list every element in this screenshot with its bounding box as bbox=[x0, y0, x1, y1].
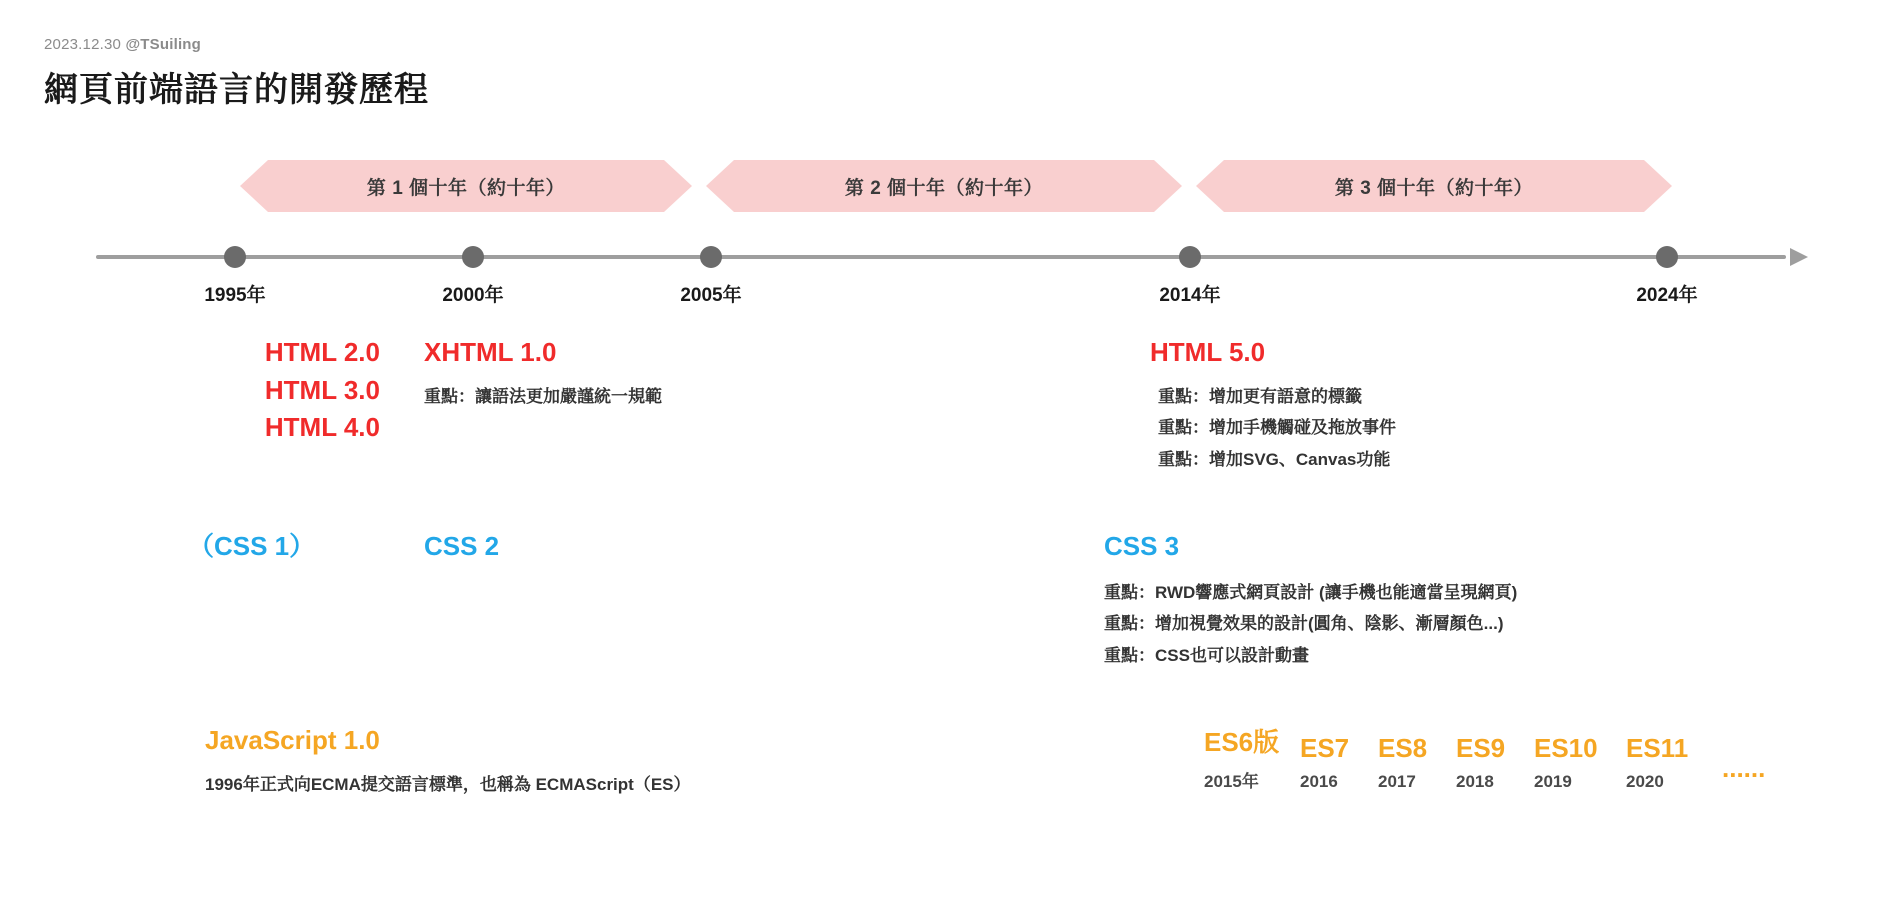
javascript-block bbox=[205, 722, 691, 800]
decade-label-3: 第 3 個十年（約十年） bbox=[1334, 177, 1534, 199]
xhtml-title: XHTML 1.0 bbox=[424, 337, 557, 367]
xhtml-block bbox=[424, 334, 662, 412]
html-4-label: HTML 4.0 bbox=[264, 412, 380, 443]
css3-block bbox=[1104, 528, 1517, 671]
css3-note-3: 重點：CSS也可以設計動畫 bbox=[1104, 645, 1309, 665]
decade-band-3 bbox=[1196, 160, 1672, 212]
es-year-es7: 2016 bbox=[1300, 772, 1338, 791]
css2-title: CSS 2 bbox=[424, 531, 500, 561]
es-versions-block bbox=[1204, 722, 1812, 792]
css2-block bbox=[424, 528, 499, 565]
es-versions-row bbox=[1204, 722, 1812, 792]
css3-title: CSS 3 bbox=[1104, 531, 1180, 561]
es-version-es10 bbox=[1534, 733, 1626, 792]
timeline-year-2005: 2005年 bbox=[680, 285, 742, 306]
xhtml-note: 重點：讓語法更加嚴謹統一規範 bbox=[424, 386, 662, 406]
html-3-label: HTML 3.0 bbox=[264, 374, 380, 405]
es-year-es11: 2020 bbox=[1626, 772, 1664, 791]
decade-band-1 bbox=[240, 160, 692, 212]
page-title: 網頁前端語言的開發歷程 bbox=[44, 71, 429, 109]
es-name-es7: ES7 bbox=[1300, 733, 1350, 763]
es-version-es9 bbox=[1456, 733, 1534, 792]
es-name-es6: ES6版 bbox=[1204, 727, 1280, 757]
timeline-node-2005 bbox=[700, 246, 722, 268]
es-version-es11 bbox=[1626, 733, 1722, 792]
html5-note-1: 重點：增加更有語意的標籤 bbox=[1158, 386, 1362, 406]
html-2-label: HTML 2.0 bbox=[264, 337, 380, 367]
timeline-year-2000: 2000年 bbox=[442, 285, 504, 306]
timeline-node-2024 bbox=[1656, 246, 1678, 268]
es-version-es8 bbox=[1378, 733, 1456, 792]
html-early-versions-block bbox=[80, 334, 380, 447]
author-handle: @TSuiling bbox=[125, 36, 202, 53]
javascript-title: JavaScript 1.0 bbox=[205, 725, 380, 755]
decade-band-2 bbox=[706, 160, 1182, 212]
timeline-node-1995 bbox=[224, 246, 246, 268]
axis-arrowhead-icon bbox=[1790, 248, 1808, 266]
es-year-es10: 2019 bbox=[1534, 772, 1572, 791]
decade-label-2: 第 2 個十年（約十年） bbox=[844, 177, 1044, 199]
timeline-node-2014 bbox=[1179, 246, 1201, 268]
es-version-es6 bbox=[1204, 722, 1300, 792]
es-year-es8: 2017 bbox=[1378, 772, 1416, 791]
meta-line bbox=[44, 36, 201, 53]
timeline-year-1995: 1995年 bbox=[204, 285, 266, 306]
timeline-axis bbox=[96, 252, 1808, 262]
html5-note-3: 重點：增加SVG、Canvas功能 bbox=[1158, 449, 1391, 469]
css1-title: （CSS 1） bbox=[188, 531, 316, 561]
es-name-es10: ES10 bbox=[1534, 733, 1598, 763]
axis-line bbox=[96, 255, 1786, 259]
timeline-year-2024: 2024年 bbox=[1636, 285, 1698, 306]
html5-block bbox=[1150, 334, 1396, 475]
es-name-es11: ES11 bbox=[1626, 733, 1689, 763]
date-text: 2023.12.30 bbox=[44, 36, 122, 53]
html5-note-2: 重點：增加手機觸碰及拖放事件 bbox=[1158, 418, 1396, 438]
es-name-es9: ES9 bbox=[1456, 733, 1506, 763]
decade-label-1: 第 1 個十年（約十年） bbox=[366, 177, 566, 199]
html5-title: HTML 5.0 bbox=[1150, 337, 1266, 367]
es-year-es6: 2015年 bbox=[1204, 772, 1259, 791]
timeline-node-2000 bbox=[462, 246, 484, 268]
javascript-note: 1996年正式向ECMA提交語言標準，也稱為 ECMAScript（ES） bbox=[205, 774, 691, 794]
es-name-es8: ES8 bbox=[1378, 733, 1428, 763]
css3-note-2: 重點：增加視覺效果的設計(圓角、陰影、漸層顏色...) bbox=[1104, 614, 1504, 634]
es-version-es7 bbox=[1300, 733, 1378, 792]
es-version-more bbox=[1722, 753, 1812, 792]
css3-note-1: 重點：RWD響應式網頁設計 (讓手機也能適當呈現網頁) bbox=[1104, 582, 1518, 602]
timeline-year-2014: 2014年 bbox=[1159, 285, 1221, 306]
es-year-es9: 2018 bbox=[1456, 772, 1494, 791]
css1-block bbox=[188, 528, 315, 565]
es-name-more: ...... bbox=[1722, 753, 1766, 783]
